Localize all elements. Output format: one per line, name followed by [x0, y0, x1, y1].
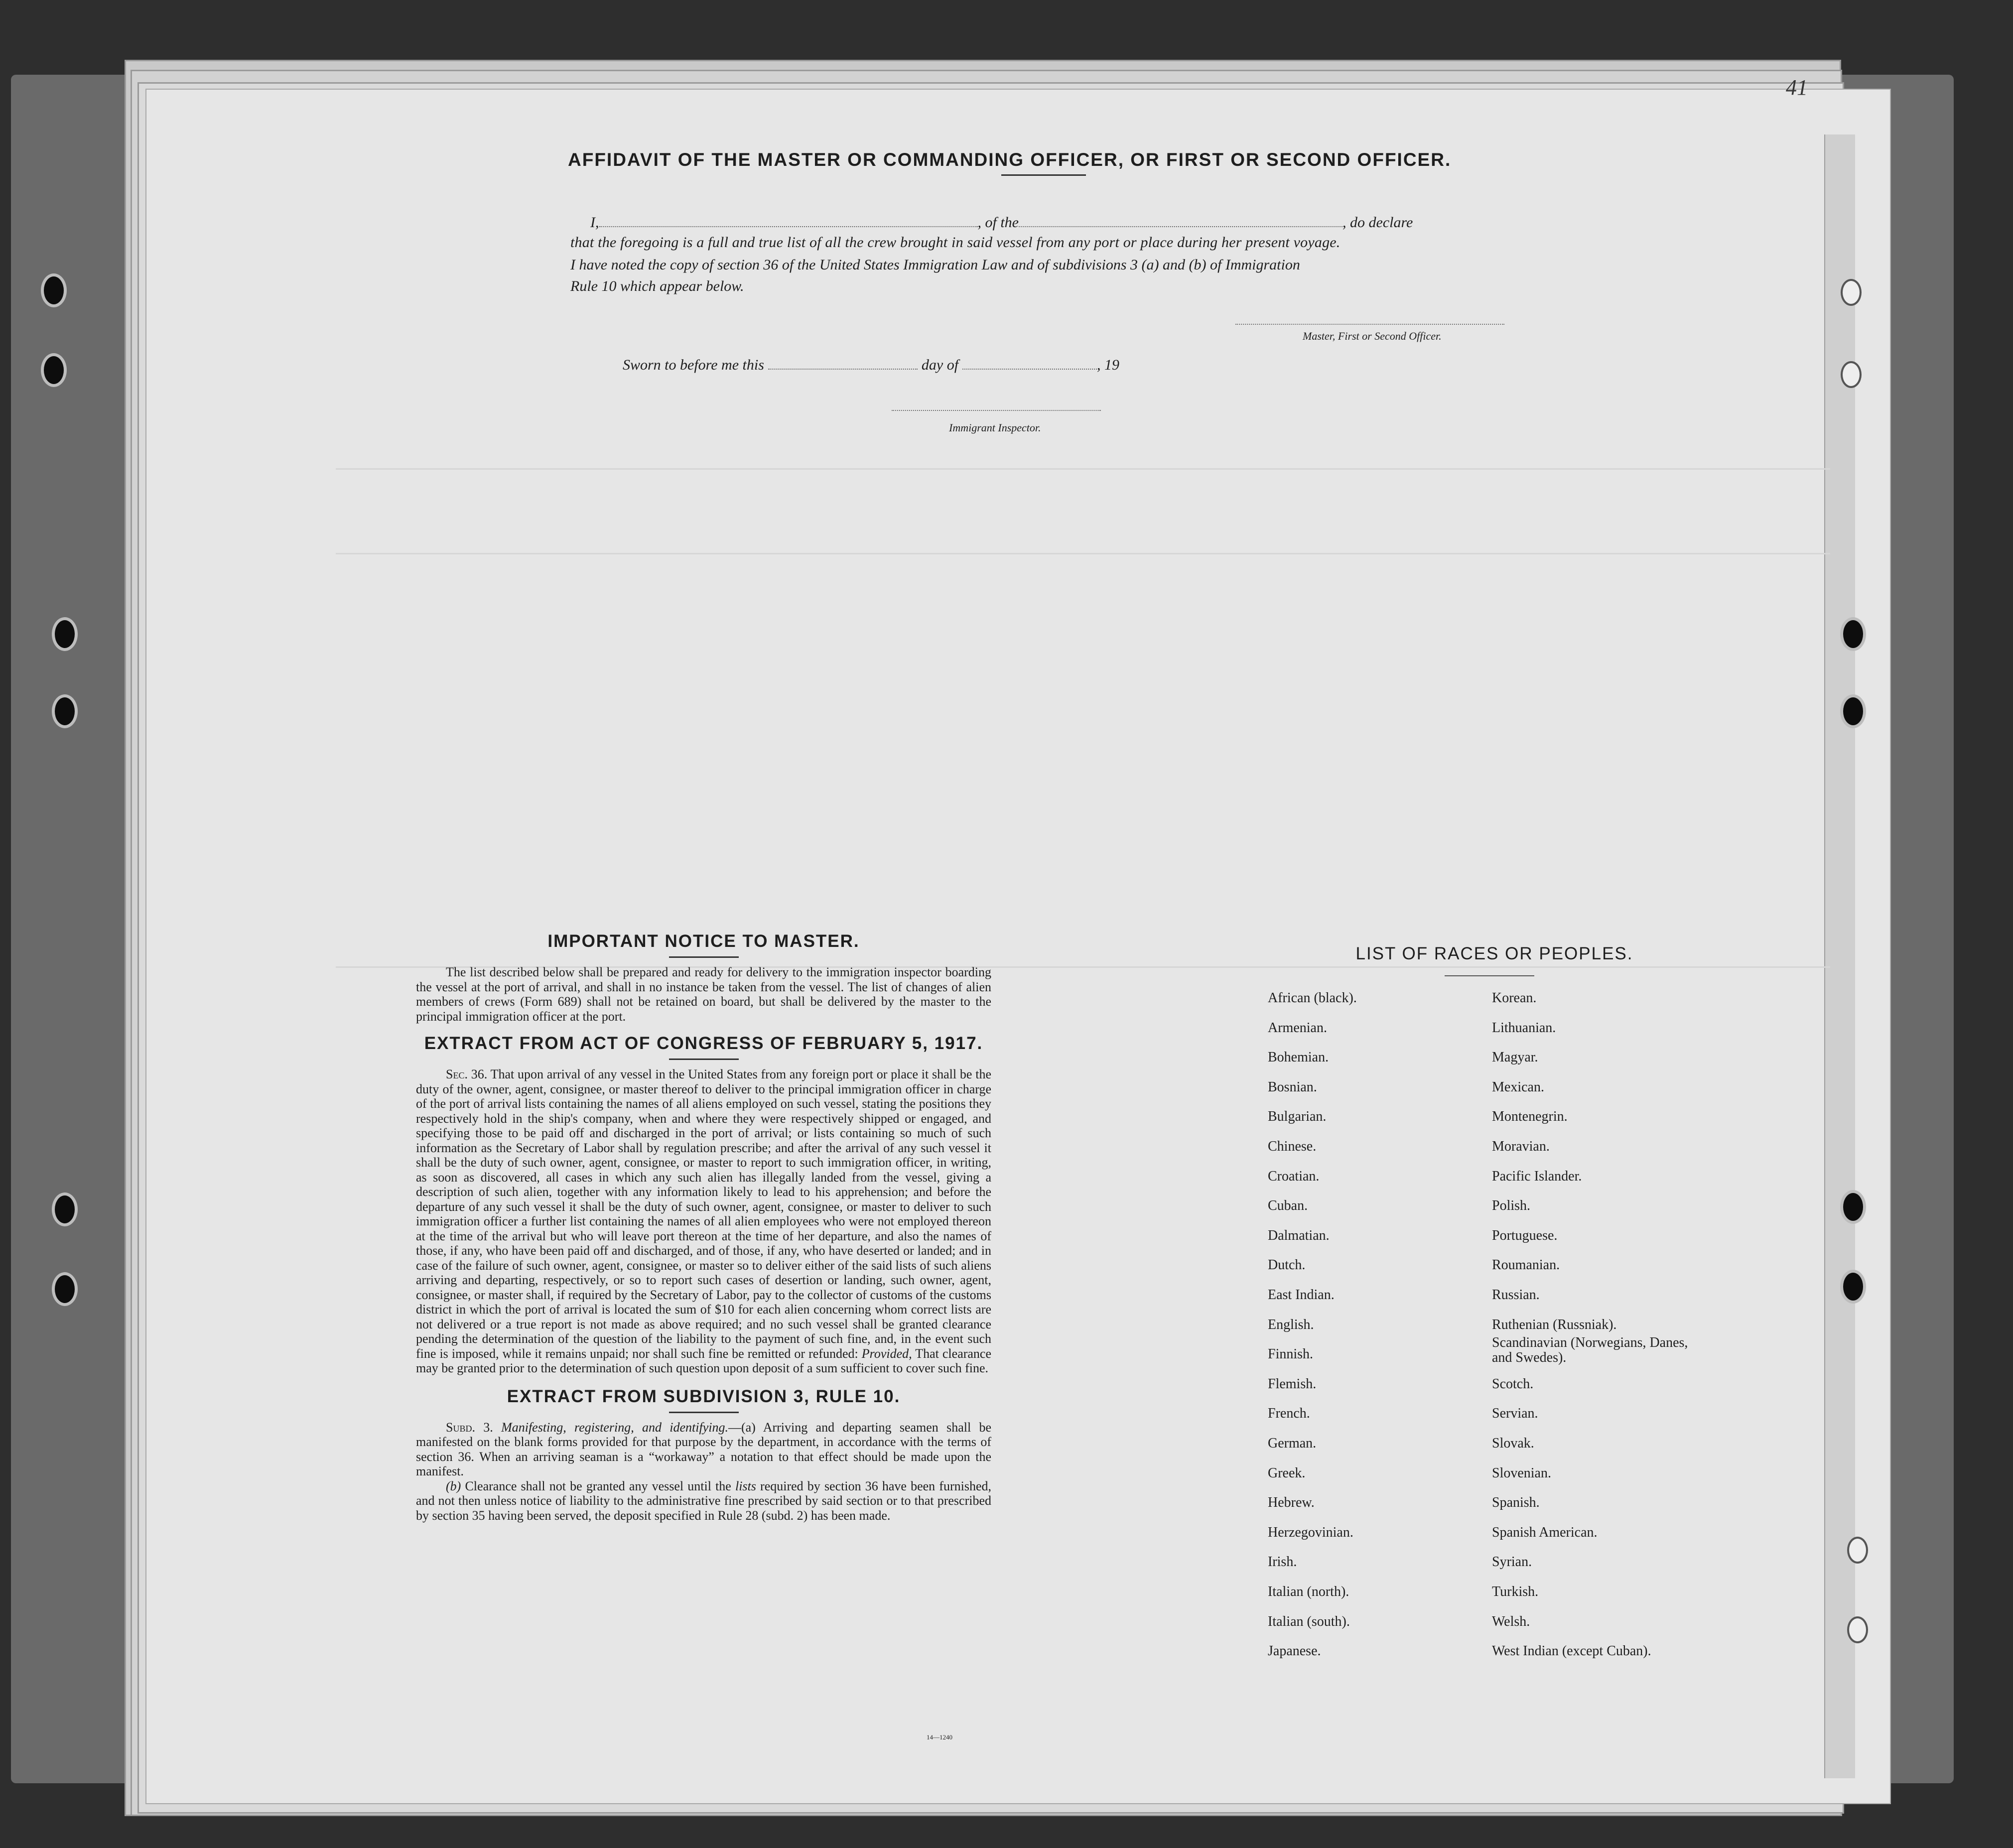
title-rule — [1445, 975, 1534, 976]
race-item: Turkish. — [1492, 1584, 1539, 1599]
punch-hole — [44, 276, 64, 304]
title-rule — [669, 1412, 739, 1413]
race-item: Mexican. — [1492, 1079, 1544, 1095]
punch-hole — [55, 1275, 75, 1303]
notice-paragraph: The list described below shall be prepared and ready for delivery to the immigration inspector boarding the vessel at the port of arrival, and shall in no instance be taken from the vessel. The list of changes of alien members of crews (Form 689) shall not be retained on board, but shall be delivered by the master to the principal immigration officer at the port. — [416, 965, 991, 1024]
punch-hole — [1843, 1193, 1863, 1221]
form-number: 14—1240 — [927, 1733, 952, 1741]
day-blank — [768, 358, 918, 370]
punch-hole — [1843, 1273, 1863, 1301]
punch-hole — [1841, 279, 1862, 306]
race-item: Herzegovinian. — [1268, 1525, 1353, 1540]
race-item: Bosnian. — [1268, 1079, 1317, 1095]
subdivision-label: Subd. 3. — [446, 1420, 493, 1435]
section-36-paragraph — [416, 1067, 991, 1376]
race-item: Irish. — [1268, 1554, 1297, 1570]
race-item: Greek. — [1268, 1465, 1306, 1481]
title-rule — [669, 1058, 739, 1060]
extract-rule-title: EXTRACT FROM SUBDIVISION 3, RULE 10. — [507, 1386, 901, 1406]
race-item: Welsh. — [1492, 1614, 1530, 1629]
race-item: Russian. — [1492, 1287, 1540, 1303]
signature-caption: Master, First or Second Officer. — [1303, 330, 1442, 342]
punch-hole — [1843, 620, 1863, 648]
race-item: Dutch. — [1268, 1257, 1306, 1273]
vessel-blank — [1019, 215, 1342, 227]
race-item: Scandinavian (Norwegians, Danes, and Swedes). — [1492, 1335, 1688, 1365]
provided-label: Provided, — [861, 1346, 912, 1361]
bleed-through-line — [336, 553, 1830, 554]
race-item: East Indian. — [1268, 1287, 1335, 1303]
race-item: Roumanian. — [1492, 1257, 1560, 1273]
title-rule — [669, 956, 739, 958]
race-item: Bulgarian. — [1268, 1109, 1327, 1124]
punch-hole — [55, 1195, 75, 1223]
lists-word: lists — [735, 1478, 756, 1493]
race-item: French. — [1268, 1406, 1310, 1421]
punch-hole — [1847, 1616, 1868, 1643]
race-item: Japanese. — [1268, 1643, 1321, 1659]
race-item: Syrian. — [1492, 1554, 1532, 1570]
affidavit-text-line: that the foregoing is a full and true list of all the crew brought in said vessel from any port or place during her present voyage. — [570, 234, 1341, 251]
signature-line — [1235, 324, 1504, 325]
race-item: Dalmatian. — [1268, 1228, 1330, 1243]
inspector-signature-line — [892, 410, 1101, 411]
title-rule — [1001, 174, 1086, 176]
notice-section — [416, 931, 991, 1523]
race-item: Finnish. — [1268, 1346, 1314, 1362]
races-title: LIST OF RACES OR PEOPLES. — [1355, 944, 1633, 963]
sworn-line — [623, 357, 1119, 374]
section-36-tail: That clearance may be granted prior to the determination of such question upon deposit of a sum sufficient to cover such fine. — [416, 1346, 992, 1375]
race-item: Italian (south). — [1268, 1614, 1350, 1629]
subdivision-a-text: —(a) Arriving and departing seamen shall be manifested on the blank forms provided for that purpose by the department, in accordance with the terms of section 36. When an arriving seaman is a “workaway” a notation to that effect should be made upon the manifest. — [416, 1420, 992, 1478]
punch-hole — [55, 697, 75, 725]
punch-hole — [1847, 1537, 1868, 1564]
month-blank — [962, 358, 1097, 370]
punch-hole — [44, 356, 64, 384]
race-item: Montenegrin. — [1492, 1109, 1568, 1124]
race-item: Armenian. — [1268, 1020, 1327, 1036]
race-item: Spanish. — [1492, 1495, 1540, 1510]
inspector-caption: Immigrant Inspector. — [949, 421, 1041, 434]
i-label: I, — [590, 214, 599, 231]
name-blank — [599, 215, 978, 227]
affidavit-declaration-line — [570, 214, 1413, 231]
race-item: Slovak. — [1492, 1436, 1534, 1451]
affidavit-title: AFFIDAVIT OF THE MASTER OR COMMANDING OFFICER, OR FIRST OR SECOND OFFICER. — [568, 149, 1452, 170]
race-item: German. — [1268, 1436, 1317, 1451]
subdivision-a-paragraph — [416, 1420, 991, 1479]
subdivision-b-text: required by section 36 have been furnished, and not then unless notice of liability to the administrative fine prescribed by said section or to that prescribed by section 35 having been served, the deposit specified in Rule 28 (subd. 2) has been made. — [416, 1478, 991, 1523]
race-item: Italian (north). — [1268, 1584, 1349, 1599]
page-number: 41 — [1786, 75, 1808, 100]
race-item: Magyar. — [1492, 1050, 1538, 1065]
race-item: Lithuanian. — [1492, 1020, 1556, 1036]
race-item: Pacific Islander. — [1492, 1169, 1582, 1184]
punch-hole — [1843, 697, 1863, 725]
race-item: Bohemian. — [1268, 1050, 1329, 1065]
race-item: Ruthenian (Russniak). — [1492, 1317, 1617, 1332]
affidavit-text-line: Rule 10 which appear below. — [570, 278, 744, 294]
race-item: Croatian. — [1268, 1169, 1320, 1184]
race-item: Scotch. — [1492, 1376, 1534, 1392]
race-item: Chinese. — [1268, 1139, 1317, 1154]
punch-hole — [1841, 361, 1862, 388]
race-item: Moravian. — [1492, 1139, 1550, 1154]
race-item: West Indian (except Cuban). — [1492, 1643, 1651, 1659]
race-item: Cuban. — [1268, 1198, 1308, 1213]
race-item: Spanish American. — [1492, 1525, 1598, 1540]
section-36-text: That upon arrival of any vessel in the United States from any foreign port or place it shall be the duty of the owner, agent, consignee, or master thereof to deliver to the principal immigration officer in charge of the port of arrival lists containing the names of all aliens employed on such vessel, stating the positions they respectively hold in the ship's company, when and where they were respectively shipped or engaged, and specifying those to be paid off and discharged in the port of arrival; or lists containing so much of such information as the Secretary of Labor shall by regulation prescribe; and after the arrival of any such vessel it shall be the duty of such owner, agent, consignee, or master to report to such immigration officer, in writing, as soon as discovered, all cases in which any such alien has illegally landed from the vessel, giving a description of such alien, together with any information likely to lead to his apprehension; and before the departure of any such vessel it shall be the duty of such owner, agent, consignee, or master to deliver to such immigration officer a further list containing the names of all alien employees who were not employed thereon at the time of the arrival but who will leave port thereon at the time of her departure, and also the names of those, if any, who have been paid off and discharged, and of those, if any, who have deserted or landed; and in case of the failure of such owner, agent, consignee, or master so to deliver either of the said lists of such aliens arriving and departing, respectively, or so to report such cases of desertion or landing, such owner, agent, consignee, or master shall, if required by the Secretary of Labor, pay to the collector of customs of the customs district in which the port of arrival is located the sum of $10 for each alien concerning whom correct lists are not delivered or a true report is not made as above required; and no such vessel shall be granted clearance pending the determination of the question of the liability to the payment of such fine, and, in the event such fine is imposed, while it remains unpaid; nor shall such fine be remitted or refunded: — [416, 1067, 992, 1361]
race-item: English. — [1268, 1317, 1314, 1332]
affidavit-text-line: I have noted the copy of section 36 of the United States Immigration Law and of subdivisions 3 (a) and (b) of Immigration — [570, 257, 1300, 273]
sworn-label: Sworn to before me this — [623, 357, 764, 373]
of-the-label: , of the — [977, 214, 1019, 231]
year-label: , 19 — [1097, 357, 1120, 373]
race-item: Slovenian. — [1492, 1465, 1551, 1481]
race-item: African (black). — [1268, 990, 1357, 1006]
day-of-label: day of — [921, 357, 959, 373]
extract-act-title: EXTRACT FROM ACT OF CONGRESS OF FEBRUARY 5, 1917. — [424, 1034, 983, 1053]
bleed-through-line — [336, 468, 1830, 470]
race-item: Polish. — [1492, 1198, 1531, 1213]
punch-hole — [55, 620, 75, 648]
subdivision-b-label: (b) — [446, 1478, 461, 1493]
do-declare-label: , do declare — [1342, 214, 1413, 231]
subdivision-b-paragraph — [416, 1479, 991, 1523]
race-item: Servian. — [1492, 1406, 1538, 1421]
subdivision-heading: Manifesting, registering, and identifying. — [501, 1420, 728, 1435]
race-item: Flemish. — [1268, 1376, 1317, 1392]
race-item: Korean. — [1492, 990, 1537, 1006]
section-label: Sec. 36. — [446, 1067, 488, 1081]
notice-title: IMPORTANT NOTICE TO MASTER. — [547, 931, 860, 951]
race-item: Portuguese. — [1492, 1228, 1558, 1243]
subdivision-b-text: Clearance shall not be granted any vessel until the — [465, 1478, 731, 1493]
race-item: Hebrew. — [1268, 1495, 1315, 1510]
